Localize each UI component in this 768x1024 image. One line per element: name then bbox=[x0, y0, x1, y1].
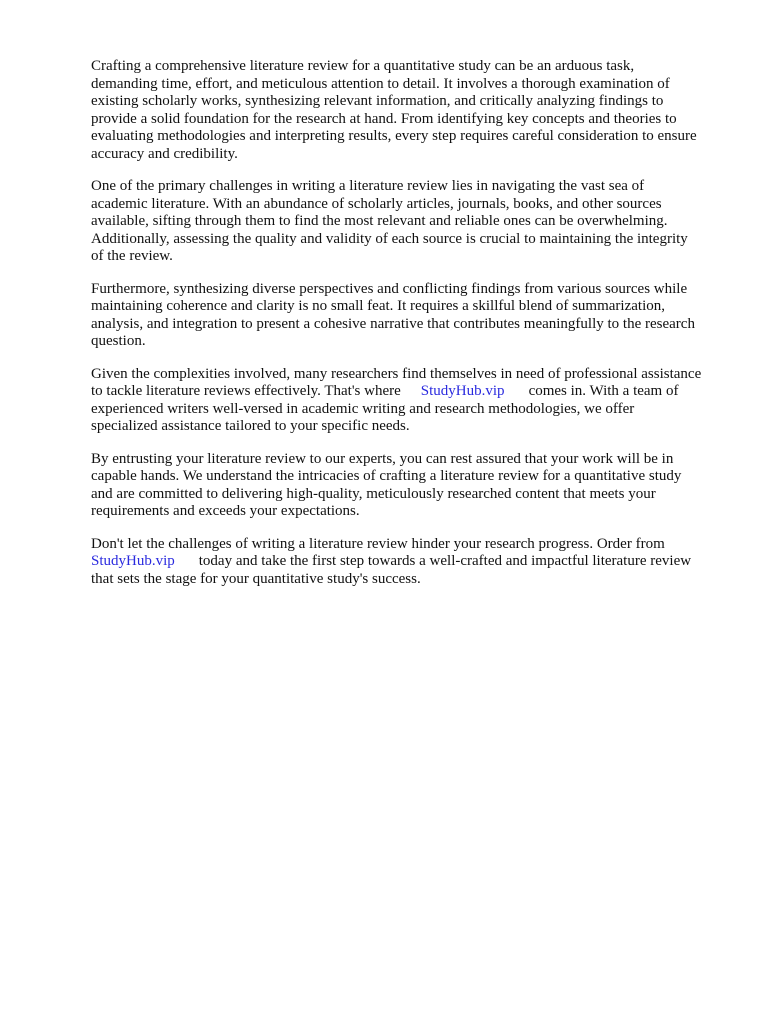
document-page bbox=[91, 58, 731, 603]
text-line: capable hands. We understand the intricacies of crafting a literature review for a quantitative study bbox=[91, 468, 682, 484]
text-line: that sets the stage for your quantitative study's success. bbox=[91, 570, 421, 587]
text-line: demanding time, effort, and meticulous attention to detail. It involves a thorough examination of bbox=[91, 75, 670, 92]
text-line: analysis, and integration to present a cohesive narrative that contributes meaningfully to the research bbox=[91, 315, 695, 332]
text-line: accuracy and credibility. bbox=[91, 145, 238, 162]
text-line-with-link bbox=[91, 383, 731, 401]
text-line: Additionally, assessing the quality and validity of each source is crucial to maintaining the integrity bbox=[91, 230, 688, 247]
text-line: specialized assistance tailored to your specific needs. bbox=[91, 418, 410, 434]
text-segment: to tackle literature reviews effectively. That's where bbox=[91, 383, 401, 399]
paragraph-intro bbox=[91, 58, 731, 163]
studyhub-link[interactable]: StudyHub.vip bbox=[420, 383, 505, 399]
text-line: existing scholarly works, synthesizing relevant information, and critically analyzing findings to bbox=[91, 93, 664, 109]
text-line: question. bbox=[91, 333, 146, 349]
text-line: academic literature. With an abundance of scholarly articles, journals, books, and other sources bbox=[91, 195, 662, 212]
text-line: requirements and exceeds your expectations. bbox=[91, 503, 360, 519]
text-segment: today and take the first step towards a well-crafted and impactful literature review bbox=[198, 553, 692, 569]
paragraph-synthesis bbox=[91, 281, 731, 351]
text-line: of the review. bbox=[91, 248, 173, 264]
paragraph-call-to-action bbox=[91, 536, 731, 589]
text-line: experienced writers well-versed in academic writing and research methodologies, we offer bbox=[91, 400, 635, 417]
text-line: and are committed to delivering high-quality, meticulously researched content that meets your bbox=[91, 485, 656, 502]
studyhub-link[interactable]: StudyHub.vip bbox=[91, 553, 175, 569]
paragraph-trust bbox=[91, 451, 731, 521]
text-line: maintaining coherence and clarity is no small feat. It requires a skillful blend of summarization, bbox=[91, 298, 665, 314]
paragraph-challenges bbox=[91, 178, 731, 266]
text-line-with-link bbox=[91, 553, 731, 571]
text-line: By entrusting your literature review to our experts, you can rest assured that your work will be in bbox=[91, 450, 674, 467]
text-line: provide a solid foundation for the research at hand. From identifying key concepts and theories to bbox=[91, 110, 677, 127]
text-line: Given the complexities involved, many researchers find themselves in need of professional assistance bbox=[91, 365, 702, 382]
text-line: evaluating methodologies and interpreting results, every step requires careful consideration to ensure bbox=[91, 128, 697, 144]
text-line: Don't let the challenges of writing a literature review hinder your research progress. Order from bbox=[91, 535, 665, 552]
text-line: Crafting a comprehensive literature review for a quantitative study can be an arduous task, bbox=[91, 58, 635, 74]
text-line: Furthermore, synthesizing diverse perspectives and conflicting findings from various sources while bbox=[91, 280, 688, 297]
text-line: available, sifting through them to find the most relevant and reliable ones can be overwhelming. bbox=[91, 213, 668, 229]
paragraph-assistance bbox=[91, 366, 731, 436]
text-segment: comes in. With a team of bbox=[528, 383, 679, 399]
text-line: One of the primary challenges in writing a literature review lies in navigating the vast sea of bbox=[91, 178, 645, 194]
